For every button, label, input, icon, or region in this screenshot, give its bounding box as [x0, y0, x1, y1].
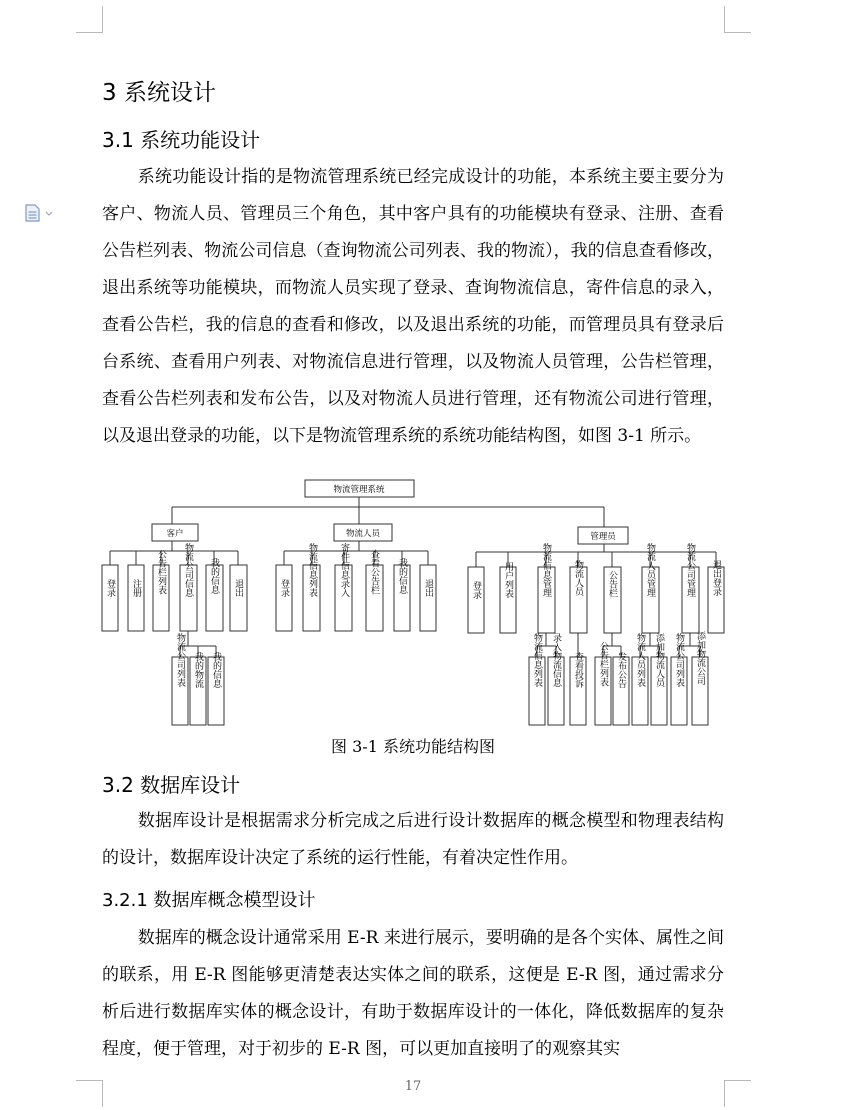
node-admin-staff: 物流人员	[573, 560, 583, 596]
node-admin-add-staff: 添加物流人员	[654, 633, 664, 687]
figure-caption: 图 3-1 系统功能结构图	[331, 737, 495, 756]
node-admin-notice-list: 公告栏列表	[598, 641, 608, 687]
diagram-root-label: 物流管理系统	[333, 485, 385, 495]
paragraph-function-design: 系统功能设计指的是物流管理系统已经完成设计的功能，本系统主要主要分为客户、物流人员、管理员三个角色，其中客户具有的功能模块有登录、注册、查看公告栏列表、物流公司信息（查询物流公司列表、我的物流），我的信息查看修改，退出系统等功能模块，而物流人员实现了登录、查询物流信息，寄件信息的录入，查看公告栏，我的信息的查看和修改，以及退出系统的功能，而管理员具有登录后台系统、查看用户列表、对物流信息进行管理，以及物流人员管理，公告栏管理，查看公告栏列表和发布公告，以及对物流人员进行管理，还有物流公司进行管理，以及退出登录的功能，以下是物流管理系统的系统功能结构图，如图 3-1 所示。	[102, 167, 724, 446]
node-customer-my-info-sub: 我的信息	[211, 652, 221, 688]
node-staff-shipment-entry: 寄件信息录入	[339, 543, 349, 597]
section-heading-3-2: 3.2 数据库设计	[102, 773, 241, 797]
section-heading-3-1: 3.1 系统功能设计	[102, 128, 261, 152]
node-staff-login: 登录	[279, 579, 289, 597]
page-number: 17	[404, 1079, 422, 1094]
chapter-heading: 3 系统设计	[102, 80, 216, 106]
diagram-admin-label: 管理员	[590, 532, 616, 542]
node-admin-add-company: 添加物流公司	[695, 631, 705, 685]
node-admin-logistics-manage: 物流信息管理	[541, 543, 551, 597]
document-outline-icon[interactable]	[22, 203, 56, 223]
diagram-customer-label: 客户	[166, 529, 184, 539]
node-admin-notice: 公告栏	[607, 570, 617, 598]
node-staff-logistics-list: 物流信息列表	[307, 543, 317, 597]
function-structure-diagram	[98, 476, 728, 732]
node-admin-user-list: 用户列表	[503, 562, 513, 598]
paragraph-database-design: 数据库设计是根据需求分析完成之后进行设计数据库的概念模型和物理表结构的设计，数据库设计决定了系统的运行性能，有着决定性作用。	[102, 811, 724, 868]
node-admin-logout: 退出登录	[711, 560, 721, 596]
node-customer-company-info: 物流公司信息	[183, 543, 193, 597]
node-customer-company-list: 物流公司列表	[175, 633, 185, 687]
paragraph-conceptual-model: 数据库的概念设计通常采用 E-R 来进行展示，要明确的是各个实体、属性之间的联系，用 E-R 图能够更清楚表达实体之间的联系，这便是 E-R 图，通过需求分析后进行数据库实体的概念设计，有助于数据库设计的一体化，降低数据库的复杂程度，便于管理，对于初步的 E-R 图，可以更加直接明了的观察其实	[102, 928, 724, 1059]
crop-mark-top-left	[76, 6, 103, 33]
node-customer-my-info: 我的信息	[209, 558, 219, 594]
crop-mark-top-right	[724, 6, 751, 33]
node-admin-logistics-list: 物流信息列表	[532, 633, 542, 687]
node-staff-view-notice: 查看公告栏	[369, 549, 379, 595]
section-heading-3-2-1: 3.2.1 数据库概念模型设计	[102, 890, 316, 911]
node-customer-exit: 退出	[233, 579, 243, 597]
node-admin-view-complaints: 查看投诉	[573, 652, 583, 688]
node-admin-staff-list: 物流人员列表	[635, 633, 645, 687]
node-admin-publish-notice: 发布公告	[616, 652, 626, 688]
node-staff-my-info: 我的信息	[397, 558, 407, 594]
node-staff-exit: 退出	[423, 579, 433, 597]
node-admin-company-manage: 物流公司管理	[685, 543, 695, 597]
node-admin-logistics-entry: 录入物流信息	[551, 633, 561, 687]
node-customer-notice-list: 公告栏列表	[156, 549, 166, 595]
node-customer-my-logistics: 我的物流	[193, 652, 203, 688]
node-customer-login: 登录	[105, 579, 115, 597]
node-customer-register: 注册	[131, 579, 141, 597]
node-admin-staff-manage: 物流人员管理	[645, 543, 655, 597]
node-admin-login: 登录	[471, 581, 481, 599]
diagram-staff-label: 物流人员	[345, 529, 381, 539]
node-admin-company-list: 物流公司列表	[674, 633, 684, 687]
